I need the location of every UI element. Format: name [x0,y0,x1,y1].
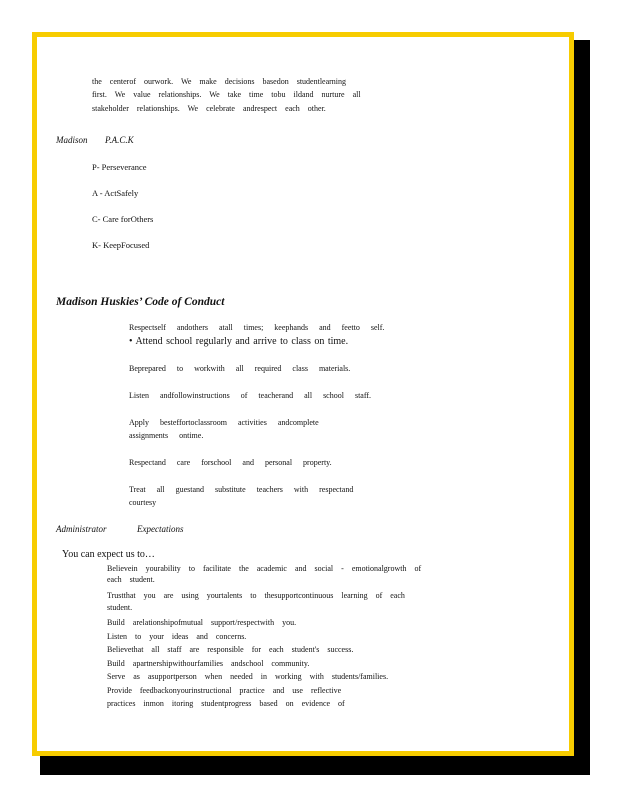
admin-item-2: Trustthat you are using yourtalents to thesupportcontinuous learning of each [107,591,405,600]
intro-line-1: the centerof ourwork. We make decisions basedon studentlearning [92,77,347,86]
code-item-2: Beprepared to workwith all required class materials. [129,364,351,373]
admin-item-3: Build arelationshipofmutual support/respectwith you. [107,618,297,627]
admin-item-1-cont: each student. [107,575,155,584]
admin-item-8-cont: practices inmon itoring studentprogress based on evidence of [107,699,345,708]
pack-heading-right: P.A.C.K [105,135,134,145]
admin-lead: You can expect us to… [62,549,155,560]
pack-item-a: A - ActSafely [92,188,139,198]
pack-heading-left: Madison [56,135,88,145]
code-of-conduct-title: Madison Huskies’ Code of Conduct [56,296,225,308]
intro-line-3: stakeholder relationships. We celebrate andrespect each other. [92,104,326,113]
admin-item-6: Build apartnershipwithourfamilies andschool community. [107,659,310,668]
pack-item-p: P- Perseverance [92,162,147,172]
admin-item-4: Listen to your ideas and concerns. [107,632,247,641]
intro-line-2: first. We value relationships. We take time tobu ildand nurture all [92,90,361,99]
admin-item-5: Believethat all staff are responsible for each student's success. [107,645,354,654]
document-page [32,32,574,756]
code-item-4-cont: assignments ontime. [129,431,204,440]
admin-heading-right: Expectations [137,524,184,534]
code-item-4: Apply besteffortoclassroom activities andcomplete [129,418,319,427]
code-item-3: Listen andfollowinstructions of teacherand all school staff. [129,391,372,400]
admin-item-7: Serve as asupportperson when needed in working with students/families. [107,672,389,681]
admin-heading-left: Administrator [56,524,107,534]
admin-item-1: Believein yourability to facilitate the academic and social - emotionalgrowth of [107,564,422,573]
code-item-6-cont: courtesy [129,498,157,507]
code-item-1-extra: • Attend school regularly and arrive to class on time. [129,336,349,347]
admin-item-8: Provide feedbackonyourinstructional practice and use reflective [107,686,342,695]
pack-item-c: C- Care forOthers [92,214,154,224]
code-item-5: Respectand care forschool and personal property. [129,458,332,467]
pack-item-k: K- KeepFocused [92,240,150,250]
code-item-6: Treat all guestand substitute teachers with respectand [129,485,354,494]
code-item-1: Respectself andothers atall times; keephands and feetto self. [129,323,385,332]
admin-item-2-cont: student. [107,603,133,612]
